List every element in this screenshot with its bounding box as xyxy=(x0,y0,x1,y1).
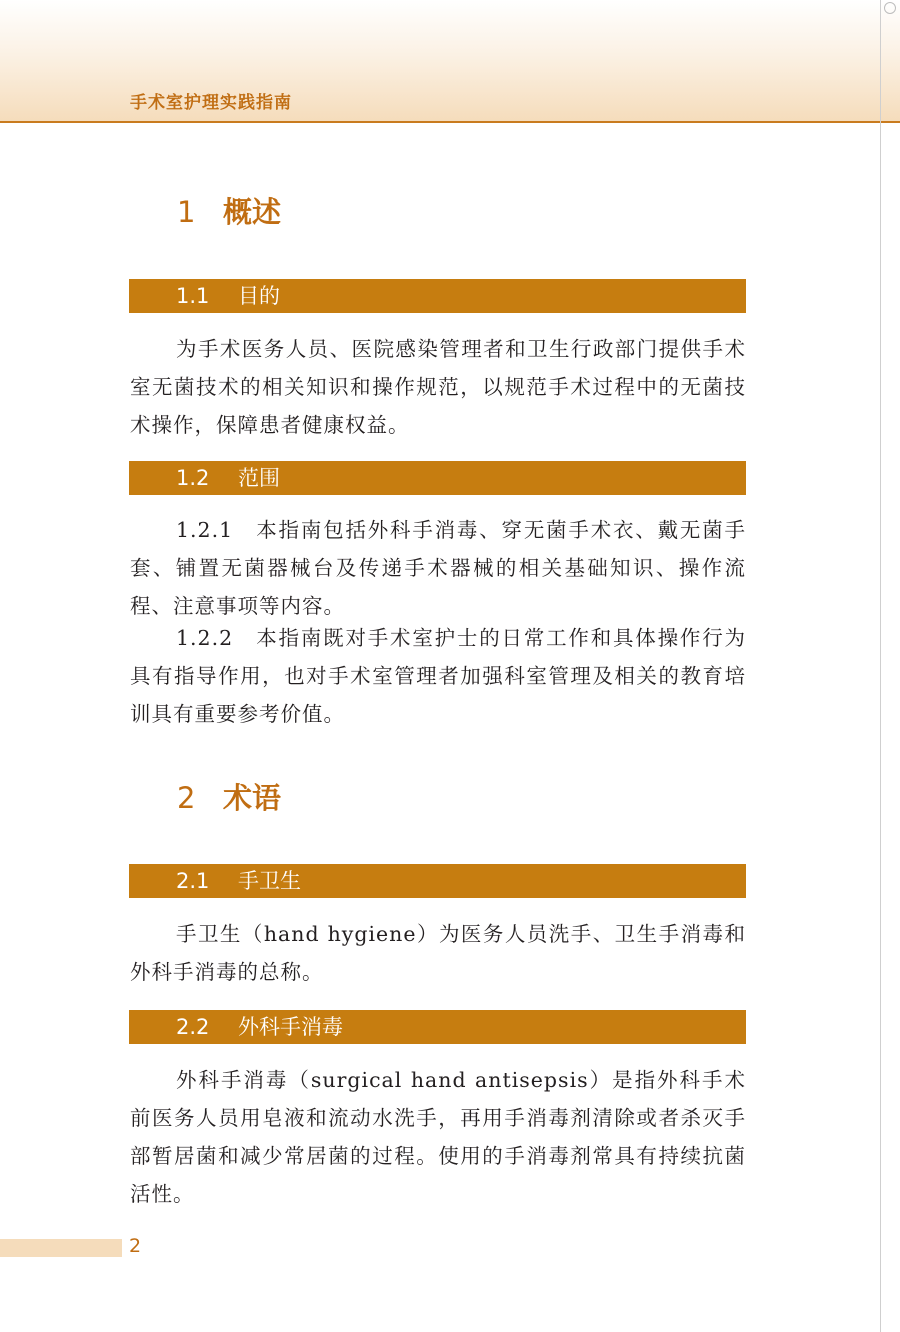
section-title: 目的 xyxy=(238,284,280,308)
chapter-heading-1 xyxy=(177,190,281,231)
chapter-heading-2 xyxy=(177,776,281,817)
chapter-number: 1 xyxy=(177,195,196,229)
chapter-number: 2 xyxy=(177,781,196,815)
registration-mark-icon xyxy=(884,2,896,14)
chapter-title: 术语 xyxy=(223,781,282,815)
paragraph-hand-hygiene: 手卫生（hand hygiene）为医务人员洗手、卫生手消毒和外科手消毒的总称。 xyxy=(130,922,746,984)
section-heading-2-2 xyxy=(129,1010,746,1044)
section-number: 1.1 xyxy=(176,284,210,308)
section-heading-2-1 xyxy=(129,864,746,898)
section-title: 范围 xyxy=(238,466,280,490)
header-rule xyxy=(0,121,900,123)
page-number: 2 xyxy=(129,1235,142,1257)
section-title: 外科手消毒 xyxy=(238,1015,343,1039)
section-number: 2.1 xyxy=(176,869,210,893)
section-heading-1-1 xyxy=(129,279,746,313)
paragraph-surgical-hand-antisepsis: 外科手消毒（surgical hand antisepsis）是指外科手术前医务人员用皂液和流动水洗手，再用手消毒剂清除或者杀灭手部暂居菌和减少常居菌的过程。使用的手消毒剂常具有持续抗菌活性。 xyxy=(130,1068,746,1206)
section-number: 2.2 xyxy=(176,1015,210,1039)
section-heading-1-2 xyxy=(129,461,746,495)
running-header-title: 手术室护理实践指南 xyxy=(130,93,292,113)
section-title: 手卫生 xyxy=(238,869,301,893)
paragraph-scope-1: 1.2.1 本指南包括外科手消毒、穿无菌手术衣、戴无菌手套、铺置无菌器械台及传递手术器械的相关基础知识、操作流程、注意事项等内容。 xyxy=(130,518,746,618)
paragraph-scope-2: 1.2.2 本指南既对手术室护士的日常工作和具体操作行为具有指导作用，也对手术室管理者加强科室管理及相关的教育培训具有重要参考价值。 xyxy=(130,626,746,726)
chapter-title: 概述 xyxy=(223,195,282,229)
footer-band xyxy=(0,1239,122,1257)
paragraph-purpose: 为手术医务人员、医院感染管理者和卫生行政部门提供手术室无菌技术的相关知识和操作规范，以规范手术过程中的无菌技术操作，保障患者健康权益。 xyxy=(130,337,746,437)
crop-mark-line xyxy=(880,0,881,1332)
section-number: 1.2 xyxy=(176,466,210,490)
